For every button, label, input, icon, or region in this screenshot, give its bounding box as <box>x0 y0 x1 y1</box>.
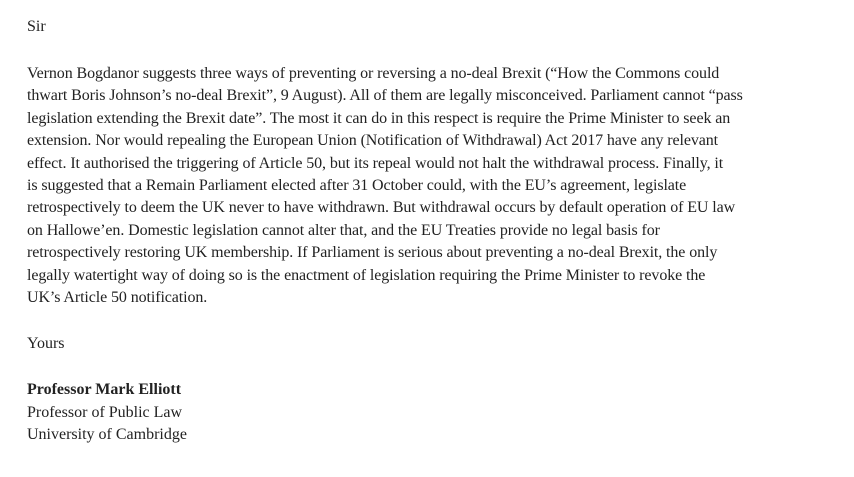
body-line: is suggested that a Remain Parliament elected after 31 October could, with the EU’s agreement, legislate <box>27 177 687 195</box>
closing: Yours <box>27 335 65 353</box>
signature-block <box>27 379 827 447</box>
letter <box>27 16 827 447</box>
signature-institution: University of Cambridge <box>27 426 187 444</box>
body-line: on Hallowe’en. Domestic legislation cannot alter that, and the EU Treaties provide no legal basis for <box>27 221 660 239</box>
body-line: effect. It authorised the triggering of Article 50, but its repeal would not halt the withdrawal process. Finally, it <box>27 154 724 172</box>
body-line: UK’s Article 50 notification. <box>27 289 208 307</box>
body-line: legally watertight way of doing so is the enactment of legislation requiring the Prime Minister to revoke the <box>27 266 706 284</box>
body-line: thwart Boris Johnson’s no-deal Brexit”, 9 August). All of them are legally misconceived. Parliament cannot “pass <box>27 87 743 105</box>
body-line: retrospectively to deem the UK never to have withdrawn. But withdrawal occurs by default operation of EU law <box>27 199 736 217</box>
body-line: Vernon Bogdanor suggests three ways of preventing or reversing a no-deal Brexit (“How the Commons could <box>27 65 720 82</box>
letter-body <box>27 63 823 309</box>
signature-title: Professor of Public Law <box>27 403 183 421</box>
signature-name: Professor Mark Elliott <box>27 381 182 399</box>
body-line: retrospectively restoring UK membership. If Parliament is serious about preventing a no-deal Brexit, the only <box>27 244 718 262</box>
body-line: legislation extending the Brexit date”. The most it can do in this respect is require the Prime Minister to seek an <box>27 109 731 127</box>
salutation: Sir <box>27 18 46 35</box>
body-line: extension. Nor would repealing the European Union (Notification of Withdrawal) Act 2017 have any relevant <box>27 132 719 150</box>
